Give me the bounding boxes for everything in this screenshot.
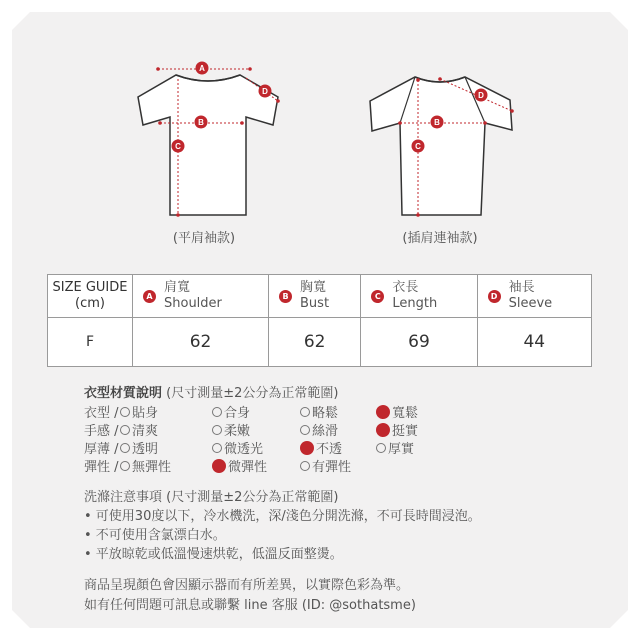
- column-label-en: Length: [392, 296, 438, 311]
- marker-c: C: [371, 290, 384, 303]
- column-label-zh: 胸寬: [300, 280, 327, 295]
- empty-circle-icon: [120, 425, 130, 435]
- material-option-label: 挺實: [392, 424, 419, 439]
- tee-outline: [138, 75, 278, 215]
- selected-dot-icon: [300, 441, 314, 455]
- column-header-length: [361, 275, 477, 318]
- contact-note: 如有任何問題可訊息或聯繫 line 客服 (ID: @sothatsme): [84, 598, 416, 613]
- value-cell-length: 69: [361, 318, 477, 367]
- empty-circle-icon: [212, 443, 222, 453]
- material-row-label: 彈性 /: [84, 460, 119, 475]
- empty-circle-icon: [300, 461, 310, 471]
- size-guide-unit: (cm): [75, 296, 105, 311]
- size-guide-table: [47, 274, 592, 367]
- empty-circle-icon: [300, 407, 310, 417]
- material-option: [212, 438, 263, 457]
- raglan-tee-diagram: [360, 55, 530, 225]
- material-option: [212, 456, 267, 475]
- svg-text:C: C: [175, 142, 181, 151]
- material-row-label: 手感 /: [84, 424, 119, 439]
- material-option: [120, 438, 158, 457]
- material-note: (尺寸測量±2公分為正常範圍): [166, 386, 339, 401]
- column-label-zh: 袖長: [508, 280, 535, 295]
- material-option: [300, 438, 342, 457]
- column-label-en: Bust: [300, 296, 330, 311]
- marker-b: [195, 116, 208, 129]
- selected-dot-icon: [212, 459, 226, 473]
- material-row-label: 衣型 /: [84, 406, 119, 421]
- material-title: 衣型材質說明: [84, 386, 163, 401]
- marker-d: D: [488, 290, 501, 303]
- value-cell-sleeve: 44: [477, 318, 591, 367]
- empty-circle-icon: [120, 461, 130, 471]
- empty-circle-icon: [376, 443, 386, 453]
- care-item: • 平放晾乾或低溫慢速烘乾，低溫反面整燙。: [84, 547, 343, 562]
- care-item: • 不可使用含氯漂白水。: [84, 528, 226, 543]
- material-option: [212, 402, 250, 421]
- material-option-label: 略鬆: [312, 406, 339, 421]
- material-option: [300, 420, 338, 439]
- material-option-label: 清爽: [132, 424, 159, 439]
- marker-c: [172, 140, 185, 153]
- material-heading: [84, 382, 338, 401]
- column-header-bust: [269, 275, 361, 318]
- selected-dot-icon: [376, 423, 390, 437]
- material-row-label: 厚薄 /: [84, 442, 119, 457]
- raglan-caption: (插肩連袖款): [402, 231, 478, 246]
- empty-circle-icon: [120, 407, 130, 417]
- care-item: • 可使用30度以下，冷水機洗，深/淺色分開洗滌，不可長時間浸泡。: [84, 509, 481, 524]
- marker-d: [259, 85, 272, 98]
- material-option-label: 寬鬆: [392, 406, 419, 421]
- column-header-shoulder: [133, 275, 269, 318]
- size-cell: F: [48, 318, 133, 367]
- color-note: 商品呈現顏色會因顯示器而有所差異，以實際色彩為準。: [84, 578, 410, 593]
- empty-circle-icon: [120, 443, 130, 453]
- size-guide-label: SIZE GUIDE: [52, 280, 128, 295]
- material-option-label: 有彈性: [312, 460, 352, 475]
- care-section: [84, 488, 481, 564]
- material-option-label: 無彈性: [132, 460, 172, 475]
- column-label-en: Sleeve: [508, 296, 553, 311]
- column-header-sleeve: [477, 275, 591, 318]
- flat-shoulder-tee-diagram: [128, 55, 288, 225]
- marker-d: [475, 89, 488, 102]
- material-option-label: 貼身: [132, 406, 159, 421]
- svg-text:B: B: [198, 118, 204, 127]
- material-option-label: 微透光: [224, 442, 264, 457]
- column-label-zh: 肩寬: [164, 280, 191, 295]
- care-title: 洗滌注意事項 (尺寸測量±2公分為正常範圍): [84, 490, 339, 505]
- marker-a: A: [143, 290, 156, 303]
- empty-circle-icon: [300, 425, 310, 435]
- material-option: [376, 438, 414, 457]
- material-option-label: 微彈性: [228, 460, 268, 475]
- notes-section: [84, 576, 416, 616]
- material-option: [376, 402, 418, 421]
- size-guide-header: [48, 275, 133, 318]
- empty-circle-icon: [212, 407, 222, 417]
- material-option: [300, 456, 351, 475]
- empty-circle-icon: [212, 425, 222, 435]
- material-option: [120, 456, 171, 475]
- svg-text:D: D: [262, 87, 268, 96]
- material-option: [120, 402, 158, 421]
- material-option: [120, 420, 158, 439]
- material-option-label: 絲滑: [312, 424, 339, 439]
- flat-shoulder-caption: (平肩袖款): [172, 231, 236, 246]
- material-section: [84, 382, 419, 475]
- material-option-label: 不透: [316, 442, 343, 457]
- selected-dot-icon: [376, 405, 390, 419]
- material-option-label: 合身: [224, 406, 251, 421]
- column-label-zh: 衣長: [392, 280, 419, 295]
- column-label-en: Shoulder: [164, 296, 222, 311]
- marker-a: [196, 62, 209, 75]
- svg-text:B: B: [434, 118, 440, 127]
- material-option-label: 厚實: [388, 442, 415, 457]
- material-option: [212, 420, 250, 439]
- value-cell-bust: 62: [269, 318, 361, 367]
- tee-outline: [370, 77, 512, 215]
- svg-text:C: C: [415, 142, 421, 151]
- material-option: [300, 402, 338, 421]
- material-option-label: 柔嫩: [224, 424, 251, 439]
- table-row: [48, 318, 592, 367]
- value-cell-shoulder: 62: [133, 318, 269, 367]
- marker-c: [412, 140, 425, 153]
- material-option: [376, 420, 418, 439]
- svg-text:A: A: [199, 64, 205, 73]
- svg-text:D: D: [478, 91, 484, 100]
- table-header-row: [48, 275, 592, 318]
- marker-b: B: [279, 290, 292, 303]
- material-option-label: 透明: [132, 442, 159, 457]
- marker-b: [431, 116, 444, 129]
